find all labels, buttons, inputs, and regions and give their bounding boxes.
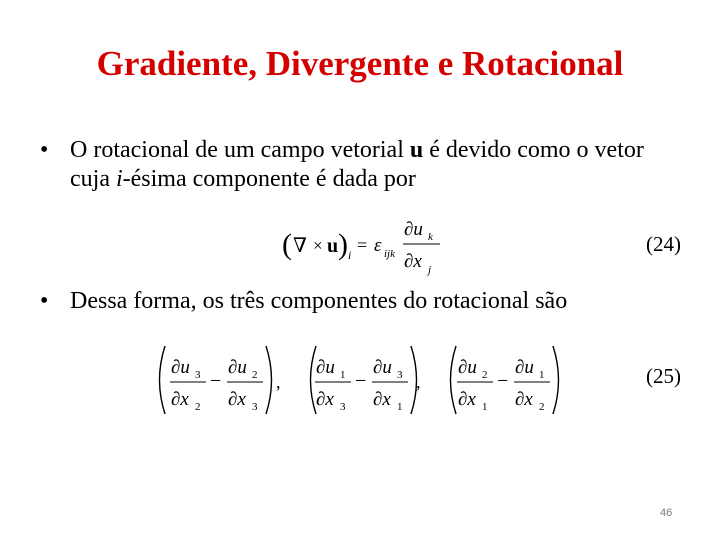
svg-text:i: i	[348, 248, 352, 262]
equation-25	[150, 340, 570, 420]
svg-text:−: −	[497, 370, 509, 392]
svg-text:−: −	[210, 370, 222, 392]
svg-text:u: u	[327, 235, 339, 257]
svg-text:1: 1	[482, 401, 488, 413]
bullet-text: O rotacional de um campo vetorial u é devido como o vetor cuja i-ésima componente é dada por	[70, 137, 644, 192]
svg-text:∂u: ∂u	[458, 357, 477, 378]
index-i: i	[115, 166, 123, 192]
svg-text:3: 3	[252, 401, 258, 413]
svg-text:1: 1	[340, 369, 346, 381]
svg-text:): )	[338, 228, 348, 261]
svg-text:k: k	[428, 231, 433, 243]
svg-text:∂x: ∂x	[228, 389, 246, 410]
page-number: 46	[660, 507, 673, 519]
svg-text:∂u: ∂u	[373, 357, 392, 378]
svg-text:j: j	[428, 264, 432, 276]
svg-text:2: 2	[539, 401, 545, 413]
equation-number-24: (24)	[646, 232, 681, 256]
slide-title: Gradiente, Divergente e Rotacional	[96, 44, 624, 83]
svg-text:3: 3	[397, 369, 403, 381]
bullet-curl-definition	[40, 136, 680, 196]
svg-text:∇: ∇	[293, 235, 307, 257]
svg-text:3: 3	[195, 369, 201, 381]
bullet-text: Dessa forma, os três componentes do rotacional são	[70, 288, 568, 314]
svg-text:∂x: ∂x	[316, 389, 334, 410]
bullet-marker: •	[40, 137, 49, 163]
bullet-curl-components	[40, 287, 680, 317]
svg-text:(: (	[282, 228, 292, 261]
svg-text:ijk: ijk	[384, 248, 395, 260]
svg-text:∂x: ∂x	[373, 389, 391, 410]
svg-text:∂x: ∂x	[171, 389, 189, 410]
svg-text:∂x: ∂x	[404, 251, 422, 272]
equation-number-25: (25)	[646, 364, 681, 388]
bullet-marker: •	[40, 288, 49, 314]
svg-text:×: ×	[313, 236, 323, 255]
vector-u: u	[409, 137, 424, 163]
svg-text:∂x: ∂x	[515, 389, 533, 410]
svg-text:=: =	[357, 235, 368, 255]
svg-text:∂u: ∂u	[316, 357, 335, 378]
svg-text:∂u: ∂u	[171, 357, 190, 378]
svg-text:2: 2	[195, 401, 201, 413]
equation-24	[280, 212, 450, 282]
svg-text:2: 2	[252, 369, 258, 381]
svg-text:−: −	[355, 370, 367, 392]
svg-text:,: ,	[276, 372, 281, 392]
svg-text:3: 3	[340, 401, 346, 413]
svg-text:∂u: ∂u	[228, 357, 247, 378]
svg-text:∂u: ∂u	[404, 219, 423, 240]
svg-text:2: 2	[482, 369, 488, 381]
svg-text:∂x: ∂x	[458, 389, 476, 410]
svg-text:ε: ε	[374, 235, 382, 256]
svg-text:,: ,	[416, 372, 421, 392]
svg-text:∂u: ∂u	[515, 357, 534, 378]
svg-text:1: 1	[539, 369, 545, 381]
svg-text:1: 1	[397, 401, 403, 413]
